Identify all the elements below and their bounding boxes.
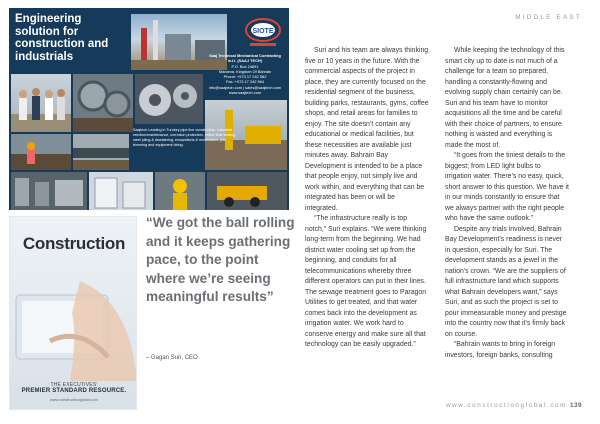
ad-photo-pipes bbox=[73, 74, 133, 132]
ad-po-box: P.O. Box 24691 bbox=[231, 63, 259, 69]
quote-attribution: – Gagan Suri, CEO bbox=[146, 355, 198, 361]
construction-ad-url[interactable]: www.constructionglobal.com bbox=[50, 398, 98, 402]
ad-fax: Fax: +973 17 242 564 bbox=[226, 79, 264, 85]
ad-photo-machine bbox=[207, 172, 287, 210]
logo-text: SIOTE bbox=[252, 28, 274, 35]
ad-headline: Engineering solution for construction and industrials bbox=[15, 13, 109, 63]
ad-phone: Phone: +973 17 242 582 bbox=[223, 74, 267, 80]
article-paragraph: While keeping the technology of this smart city up to date is not much of a challenge for a team so prepared, handling a constantly-flowing and evolving supply chain certainly can be. Suri and his team have to monitor acquisitions all the time and be careful with their choice of partners, to ensure nothing is wasted and everything is made the most of. bbox=[445, 47, 565, 149]
ad-company: Saaj Technical Mechanical Contracting w.l.l. (SAAJ TECH) bbox=[209, 53, 281, 64]
ad-description: Saajtech Leading in Turnkey pipe line construction, industrial erection/maintenance, corrosion protection, online leak sealing, steel piling & dewatering, excavations & reclamation, pile trimming and equipment hiring. bbox=[133, 128, 237, 147]
section-label: MIDDLE EAST bbox=[515, 14, 582, 21]
ad-photo-workers bbox=[11, 134, 71, 170]
pull-quote: “We got the ball rolling and it keeps gathering pace, to the point where we’re seeing meaningful results” bbox=[146, 215, 295, 304]
article-paragraph: “Bahrain wants to bring in foreign investors, foreign banks, consulting bbox=[445, 341, 556, 359]
tablet-hand-illustration bbox=[10, 261, 137, 381]
ad-photo-team bbox=[11, 74, 71, 132]
page-footer bbox=[446, 402, 582, 409]
ad-photo-pipeline bbox=[73, 134, 129, 170]
ad-photo-gears bbox=[135, 74, 203, 124]
article-column-1 bbox=[305, 46, 429, 351]
ad-website[interactable]: www.saajtech.com bbox=[228, 90, 262, 96]
saajtech-advertisement[interactable] bbox=[9, 8, 289, 210]
construction-ad-tagline bbox=[10, 382, 137, 394]
ad-contact-block bbox=[205, 53, 285, 95]
ad-city: Manama, Kingdom Of Bahrain bbox=[218, 68, 272, 74]
article-paragraph: “The infrastructure really is top notch,” Suri explains. “We were thinking long-term from the beginning. We had district water cooling set up from the beginning, and conduits for all telecommunications whereby three different operators can put in their lines. The sewage treatment goes to Paragon Utilities to get treated, and that water comes back into the development as irrigation water. We work hard to conserve energy and make sure all that technology can be easily upgraded.” bbox=[305, 215, 427, 348]
ad-photo-tanks bbox=[89, 172, 153, 210]
footer-website[interactable]: www.constructionglobal.com bbox=[445, 402, 567, 409]
construction-global-advertisement[interactable] bbox=[9, 216, 137, 410]
article-paragraph: Despite any trials involved, Bahrain Bay Development’s readiness is never in question, especially for Suri. The development stands as a jewel in the nation’s crown. “We are the suppliers of full infrastructure land which supports what Bahrain developers want,” says Suri, and as such the project is set to pour immeasurable money and prestige into the country now that it’s firmly back on course. bbox=[445, 225, 567, 338]
ad-photo-valves bbox=[11, 172, 87, 210]
saajtech-logo bbox=[244, 16, 282, 48]
page-number: 139 bbox=[569, 402, 582, 409]
construction-ad-title: Construction bbox=[22, 234, 126, 253]
article-paragraph: Suri and his team are always thinking five or 10 years in the future. With the commercial aspects of the project in place, they are currently focused on the residential segment of the business, building parks, restaurants, gyms, coffee shops, and retail areas for families to enjoy. The site doesn’t contain any educational or medical facilities, but these necessities are available just minutes away. Bahrain Bay Development is intended to be a place that people enjoy, not simply live and work within, and everything that can be integrated has been or will be integrated. bbox=[305, 47, 429, 212]
article-column-2 bbox=[445, 46, 569, 361]
ad-email[interactable]: info@saajtech.com | sales@saajtech.com bbox=[208, 84, 282, 90]
ad-photo-hardhat bbox=[155, 172, 205, 210]
tagline-big: PREMIER STANDARD RESOURCE. bbox=[21, 388, 127, 394]
tagline-small: THE EXECUTIVES' bbox=[50, 382, 98, 388]
article-paragraph: “It goes from the tiniest details to the biggest; from LED light bulbs to irrigation water. There’s no easy, quick, short answer to this question. We have it in our minds constantly to ensure that we always partner with the right people who have the same outlook.” bbox=[445, 152, 569, 222]
